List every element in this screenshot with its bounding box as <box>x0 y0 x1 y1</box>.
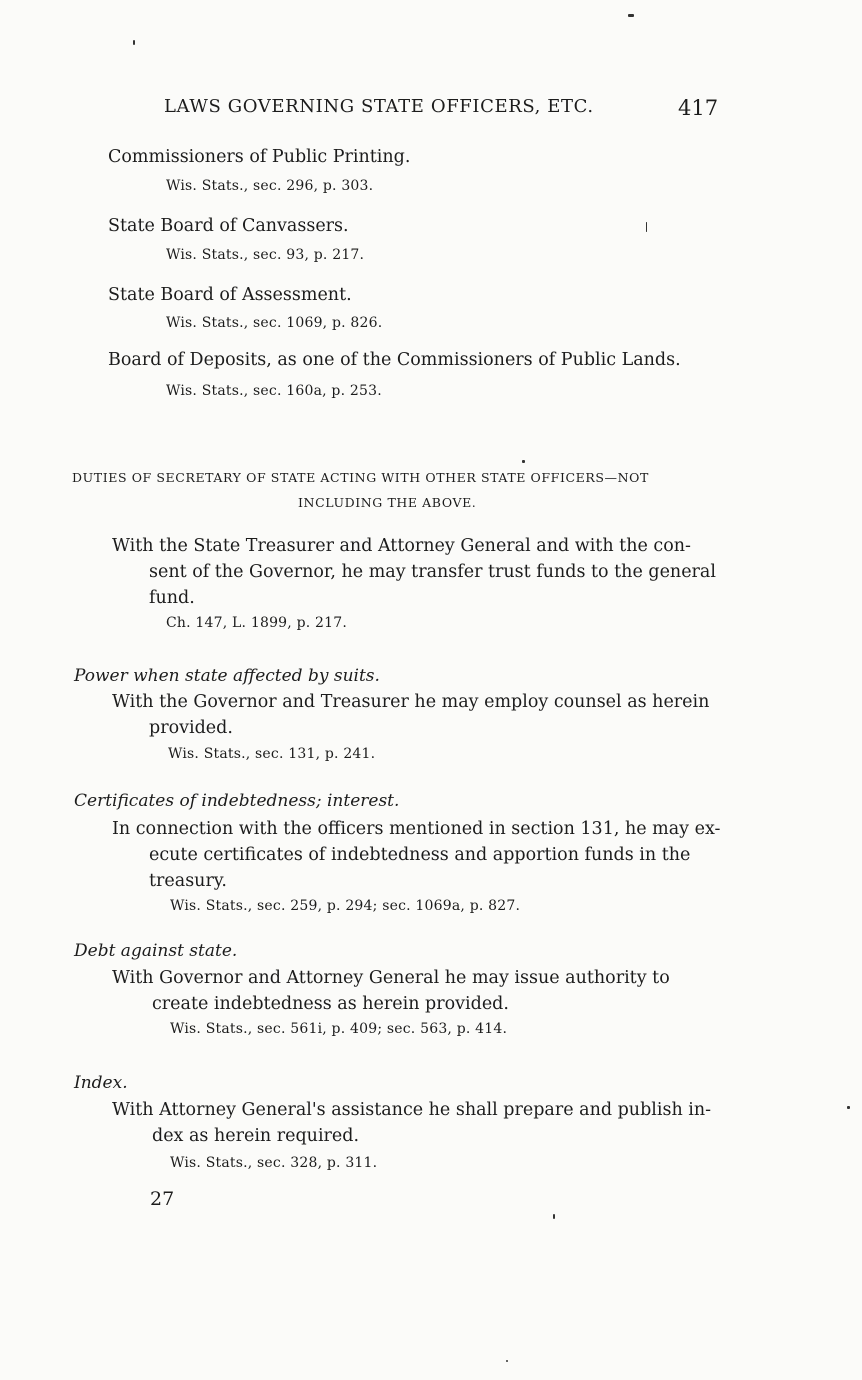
running-head: LAWS GOVERNING STATE OFFICERS, ETC. <box>164 96 594 117</box>
entry-citation: Wis. Stats., sec. 1069, p. 826. <box>166 315 383 331</box>
entry-title: Commissioners of Public Printing. <box>108 147 411 167</box>
provision-citation: Wis. Stats., sec. 259, p. 294; sec. 1069a, p. 827. <box>170 898 521 914</box>
section-heading-continued: INCLUDING THE ABOVE. <box>298 495 477 510</box>
entry-citation: Wis. Stats., sec. 93, p. 217. <box>166 247 365 263</box>
provision-text: With Governor and Attorney General he may issue authority to create indebtedness as herein provided. <box>112 968 670 1014</box>
print-speck <box>628 14 634 17</box>
provision-citation: Wis. Stats., sec. 561i, p. 409; sec. 563, p. 414. <box>170 1021 508 1037</box>
provision-text: In connection with the officers mentioned in section 131, he may ex- ecute certificates of indebtedness and apportion funds in the treasury. <box>112 819 721 891</box>
print-speck <box>847 1106 850 1109</box>
print-speck <box>133 40 135 45</box>
provision-subheading: Debt against state. <box>74 941 238 961</box>
entry-title: State Board of Canvassers. <box>108 216 349 236</box>
provision-subheading: Power when state affected by suits. <box>74 666 380 686</box>
print-speck <box>522 460 525 463</box>
print-speck <box>553 1214 555 1219</box>
print-speck <box>646 222 647 232</box>
print-speck <box>506 1360 508 1362</box>
provision-subheading: Index. <box>74 1073 128 1093</box>
section-heading: DUTIES OF SECRETARY OF STATE ACTING WITH OTHER STATE OFFICERS—NOT <box>72 470 649 485</box>
entry-citation: Wis. Stats., sec. 160a, p. 253. <box>166 383 382 399</box>
signature-mark: 27 <box>150 1188 175 1210</box>
provision-citation: Ch. 147, L. 1899, p. 217. <box>166 615 348 631</box>
provision-text: With the State Treasurer and Attorney General and with the con- sent of the Governor, he may transfer trust funds to the general fund. <box>112 536 716 608</box>
provision-citation: Wis. Stats., sec. 131, p. 241. <box>168 746 376 762</box>
entry-title: Board of Deposits, as one of the Commissioners of Public Lands. <box>108 350 681 370</box>
provision-subheading: Certificates of indebtedness; interest. <box>74 791 400 811</box>
provision-text: With Attorney General's assistance he shall prepare and publish in- dex as herein required. <box>112 1100 712 1146</box>
entry-citation: Wis. Stats., sec. 296, p. 303. <box>166 178 374 194</box>
entry-title: State Board of Assessment. <box>108 285 352 305</box>
page-number: 417 <box>678 96 719 120</box>
provision-citation: Wis. Stats., sec. 328, p. 311. <box>170 1155 378 1171</box>
provision-text: With the Governor and Treasurer he may employ counsel as herein provided. <box>112 692 710 738</box>
